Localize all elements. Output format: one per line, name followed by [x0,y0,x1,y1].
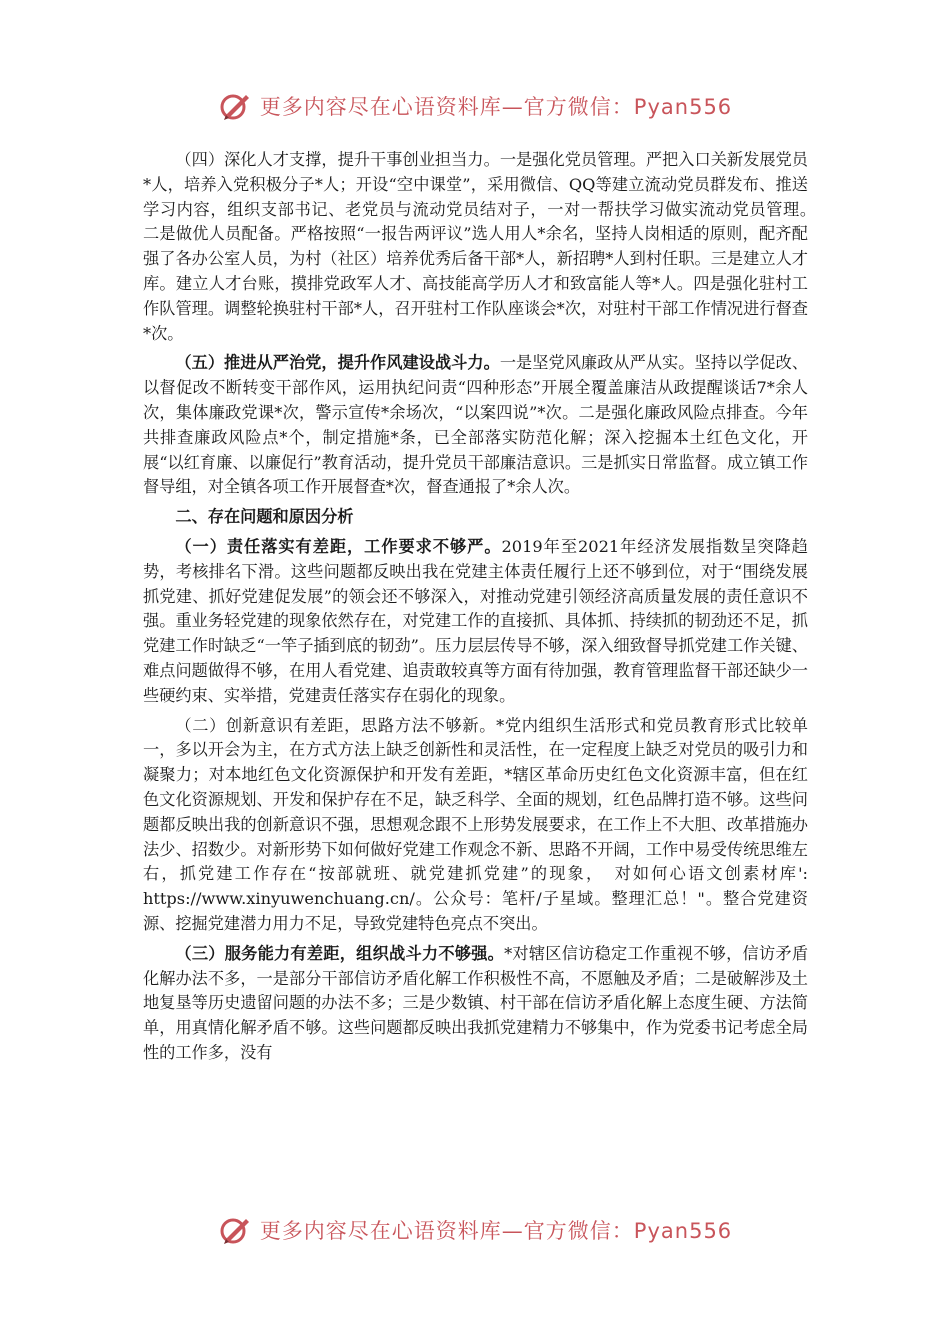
header-watermark-banner [0,86,950,126]
paragraph-innovation-gap [143,714,808,937]
banner-text: 更多内容尽在心语资料库—官方微信：Pyan556 [259,95,733,119]
paragraph-lead: （三）服务能力有差距，组织战斗力不够强。 [175,943,505,963]
paragraph-strict-governance [143,351,808,500]
paragraph-body: （四）深化人才支撑，提升干事创业担当力。一是强化党员管理。严把入口关新发展党员*人，培养入党积极分子*人；开设“空中课堂”，采用微信、QQ等建立流动党员群发布、推送学习内容，组织支部书记、老党员与流动党员结对子，一对一帮扶学习做实流动党员管理。 二是做优人员配备。严格按照“一报告两评议”选人用人*余名，坚持人岗相适的原则，配齐配强了各办公室人员，为村（社区）培养优秀后备干部*人，新招聘*人到村任职。三是建立人才库。建立人才台账，摸排党政军人才、高技能高学历人才和致富能人等*人。四是强化驻村工作队管理。调整轮换驻村干部*人，召开驻村工作队座谈会*次，对驻村干部工作情况进行督查*次。 [143,150,825,343]
paragraph-lead: （一）责任落实有差距，工作要求不够严。 [175,536,502,556]
section-heading-problems: 二、存在问题和原因分析 [175,507,354,527]
paragraph-body: *对辖区信访稳定工作重视不够，信访矛盾化解办法不多，一是部分干部信访矛盾化解工作积极性不高，不愿触及矛盾；二是破解涉及土地复垦等历史遗留问题的办法不多；三是少数镇、村干部在信访矛盾化解上态度生硬、方法简单，用真情化解矛盾不够。这些问题都反映出我抓党建精力不够集中，作为党委书记考虑全局性的工作多，没有 [143,943,809,1062]
paragraph-body: 2019年至2021年经济发展指数呈突降趋势，考核排名下滑。这些问题都反映出我在党建主体责任履行上还不够到位，对于“围绕发展抓党建、抓好党建促发展”的领会还不够深入，对推动党建引领经济高质量发展的责任意识不强。重业务轻党建的现象依然存在，对党建工作的直接抓、具体抓、持续抓的韧劲还不足，抓党建工作时缺乏“一竿子插到底的韧劲”。压力层层传导不够，深入细致督导抓党建工作关键、难点问题做得不够，在用人看党建、追责敢较真等方面有待加强，教育管理监督干部还缺少一些硬约束、实举措，党建责任落实存在弱化的现象。 [143,536,808,705]
document-body [143,148,825,1071]
paragraph-body: 一是坚党风廉政从严从实。坚持以学促改、以督促改不断转变干部作风，运用执纪问责“四种形态”开展全覆盖廉洁从政提醒谈话7*余人次，集体廉政党课*次，警示宣传*余场次，“以案四说”*次。二是强化廉政风险点排查。今年共排查廉政风险点*个，制定措施*条，已全部落实防范化解；深入挖掘本土红色文化，开展“以红育廉、以廉促行”教育活动，提升党员干部廉洁意识。三是抓实日常监督。成立镇工作督导组，对全镇各项工作开展督查*次，督查通报了*余人次。 [143,353,809,497]
paragraph-body: （二）创新意识有差距，思路方法不够新。*党内组织生活形式和党员教育形式比较单一，多以开会为主，在方式方法上缺乏创新性和灵活性，在一定程度上缺乏对党员的吸引力和凝聚力；对本地红色文化资源保护和开发有差距，*辖区革命历史红色文化资源丰富，但在红色文化资源规划、开发和保护存在不足，缺乏科学、全面的规划，红色品牌打造不够。这些问题都反映出我的创新意识不强，思想观念跟不上形势发展要求，在工作上不大胆、改革措施办法少、招数少。对新形势下如何做好党建工作观念不新、思路不开阔，工作中易受传统思维左右，抓党建工作存在“按部就班、就党建抓党建”的现象， 对如何心语文创素材库': https://www.xinyuwenchuang.cn/。公众号：笔杆/子星域。整理汇总！"。整合党建资源、挖掘党建潜力用力不足，导致党建特色亮点不突出。 [143,715,808,933]
paragraph-service-gap [143,942,808,1066]
paragraph-talent-support [143,148,825,346]
banner-text: 更多内容尽在心语资料库—官方微信：Pyan556 [259,1219,733,1243]
paragraph-responsibility-gap [143,535,808,709]
footer-watermark-banner [0,1210,950,1250]
pen-logo-icon [218,89,252,123]
pen-logo-icon [218,1213,252,1247]
paragraph-lead: （五）推进从严治党，提升作风建设战斗力。 [175,353,500,373]
